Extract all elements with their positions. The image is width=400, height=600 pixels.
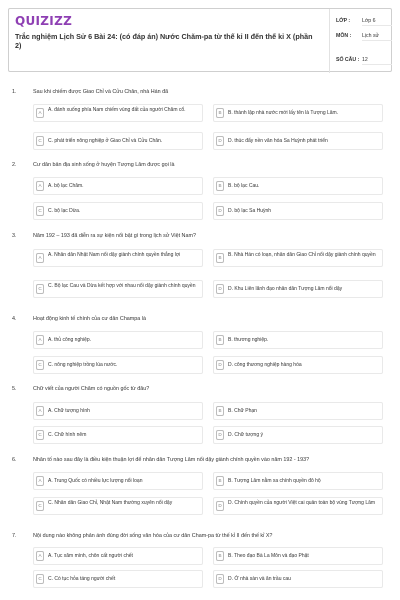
option-text: D. Khu Liên lãnh đạo nhân dân Tượng Lâm nổi dậy [228, 286, 343, 292]
option-text: B. Nhà Hán có loạn, nhân dân Giao Chỉ nổi dậy giành chính quyền [228, 252, 376, 258]
option-a[interactable] [33, 547, 203, 565]
option-letter: C [36, 574, 44, 584]
option-letter: A [36, 406, 44, 416]
option-text: B. thành lập nhà nước mới lấy tên là Tượng Lâm. [228, 110, 339, 116]
option-letter: B [216, 335, 224, 345]
option-d[interactable] [213, 280, 383, 298]
count-label: SỐ CÂU : [336, 57, 360, 63]
option-c[interactable] [33, 280, 203, 298]
option-c[interactable] [33, 497, 203, 515]
subject-value: Lịch sử [362, 33, 392, 41]
option-d[interactable] [213, 132, 383, 150]
option-c[interactable] [33, 356, 203, 374]
option-a[interactable] [33, 249, 203, 267]
option-text: B. Chữ Phạn [228, 408, 257, 414]
question-text: Hoạt động kinh tế chính của cư dân Champa là [33, 316, 146, 322]
option-letter: D [216, 206, 224, 216]
option-text: D. thúc đẩy nền văn hóa Sa Huỳnh phát triển [228, 138, 328, 144]
option-text: D. Ở nhà sàn và ăn trầu cau [228, 576, 291, 582]
option-letter: D [216, 501, 224, 511]
option-text: B. Theo đạo Bà La Môn và đạo Phật [228, 553, 309, 559]
question-text: Sau khi chiếm được Giao Chỉ và Cửu Chân, nhà Hán đã [33, 89, 169, 95]
question-text: Nhân tố nào sau đây là điều kiện thuận lợi để nhân dân Tượng Lâm nổi dậy giành chính quyền vào năm 192 - 193? [33, 457, 310, 463]
option-letter: C [36, 136, 44, 146]
subject-label: MÔN : [336, 33, 352, 39]
option-b[interactable] [213, 104, 383, 122]
option-c[interactable] [33, 570, 203, 588]
question-number: 6. [12, 457, 17, 463]
option-letter: D [216, 136, 224, 146]
option-letter: C [36, 501, 44, 511]
option-letter: C [36, 430, 44, 440]
question-number: 4. [12, 316, 17, 322]
option-letter: C [36, 360, 44, 370]
option-b[interactable] [213, 249, 383, 267]
option-b[interactable] [213, 547, 383, 565]
question-number: 5. [12, 386, 17, 392]
option-a[interactable] [33, 331, 203, 349]
option-b[interactable] [213, 331, 383, 349]
option-text: D. Chính quyền của người Việt cai quản toàn bộ vùng Tượng Lâm [228, 500, 376, 506]
option-text: B. bộ lạc Cau. [228, 183, 260, 189]
option-text: A. bộ lạc Chăm. [48, 183, 84, 189]
option-text: D. Chữ tượng ý [228, 432, 263, 438]
option-text: A. Chữ tượng hình [48, 408, 90, 414]
question-number: 3. [12, 233, 17, 239]
option-text: A. thủ công nghiệp. [48, 337, 92, 343]
option-a[interactable] [33, 472, 203, 490]
option-a[interactable] [33, 402, 203, 420]
question-text: Chữ viết của người Chăm có nguồn gốc từ đâu? [33, 386, 150, 392]
option-text: A. Tục xăm mình, chôn cất người chết [48, 553, 133, 559]
option-text: D. bộ lạc Sa Huỳnh [228, 208, 272, 214]
option-c[interactable] [33, 132, 203, 150]
option-letter: A [36, 335, 44, 345]
option-letter: B [216, 476, 224, 486]
option-a[interactable] [33, 177, 203, 195]
option-text: C. Chữ hình nêm [48, 432, 87, 438]
quizizz-logo: QUIZIZZ [15, 14, 73, 28]
question-text: Cư dân bản địa sinh sống ở huyện Tượng Lâm được gọi là [33, 162, 175, 168]
option-letter: D [216, 574, 224, 584]
option-b[interactable] [213, 472, 383, 490]
option-text: C. nông nghiệp trồng lúa nước. [48, 362, 118, 368]
question-number: 1. [12, 89, 17, 95]
option-letter: D [216, 284, 224, 294]
option-text: B. Tượng Lâm nằm xa chính quyền đô hộ [228, 478, 321, 484]
option-text: C. bộ lạc Dừa. [48, 208, 81, 214]
option-letter: B [216, 551, 224, 561]
option-text: C. Có tục hỏa táng người chết [48, 576, 116, 582]
option-c[interactable] [33, 426, 203, 444]
question-text: Nội dung nào không phản ánh đúng đời sống văn hóa của cư dân Cham-pa từ thế kỉ II đến thế kỉ X? [33, 533, 273, 539]
option-text: B. thương nghiệp. [228, 337, 269, 343]
option-d[interactable] [213, 570, 383, 588]
option-text: D. công thương nghiệp hàng hóa [228, 362, 302, 368]
grade-label: LỚP : [336, 18, 351, 24]
option-a[interactable] [33, 104, 203, 122]
option-letter: C [36, 206, 44, 216]
option-b[interactable] [213, 177, 383, 195]
option-d[interactable] [213, 202, 383, 220]
option-text: C. Nhân dân Giao Chỉ, Nhật Nam thường xuyên nổi dậy [48, 500, 173, 506]
option-letter: B [216, 253, 224, 263]
option-letter: A [36, 551, 44, 561]
option-d[interactable] [213, 426, 383, 444]
option-text: A. Nhân dân Nhật Nam nổi dậy giành chính quyền thắng lợi [48, 252, 181, 258]
count-value: 12 [362, 57, 392, 65]
option-d[interactable] [213, 497, 383, 515]
option-c[interactable] [33, 202, 203, 220]
option-letter: A [36, 108, 44, 118]
option-text: A. đánh xuống phía Nam chiếm vùng đất của người Chăm cổ. [48, 107, 186, 113]
option-letter: C [36, 284, 44, 294]
option-letter: A [36, 253, 44, 263]
option-letter: D [216, 360, 224, 370]
option-text: C. Bộ lạc Cau và Dừa kết hợp với nhau nổi dậy giành chính quyền [48, 283, 196, 289]
option-letter: B [216, 108, 224, 118]
question-text: Năm 192 – 193 đã diễn ra sự kiện nổi bật gì trong lịch sử Việt Nam? [33, 233, 196, 239]
option-text: A. Trung Quốc có nhiều lực lượng nổi loạn [48, 478, 143, 484]
option-text: C. phát triển nông nghiệp ở Giao Chỉ và Cửu Chân. [48, 138, 163, 144]
grade-value: Lớp 6 [362, 18, 392, 26]
worksheet-title: Trắc nghiệm Lịch Sử 6 Bài 24: (có đáp án) Nước Chăm-pa từ thế kỉ II đến thế kỉ X (phần 2) [15, 32, 313, 50]
question-number: 7. [12, 533, 17, 539]
option-letter: B [216, 406, 224, 416]
option-letter: A [36, 181, 44, 191]
option-letter: B [216, 181, 224, 191]
option-letter: A [36, 476, 44, 486]
question-number: 2. [12, 162, 17, 168]
option-b[interactable] [213, 402, 383, 420]
option-letter: D [216, 430, 224, 440]
option-d[interactable] [213, 356, 383, 374]
